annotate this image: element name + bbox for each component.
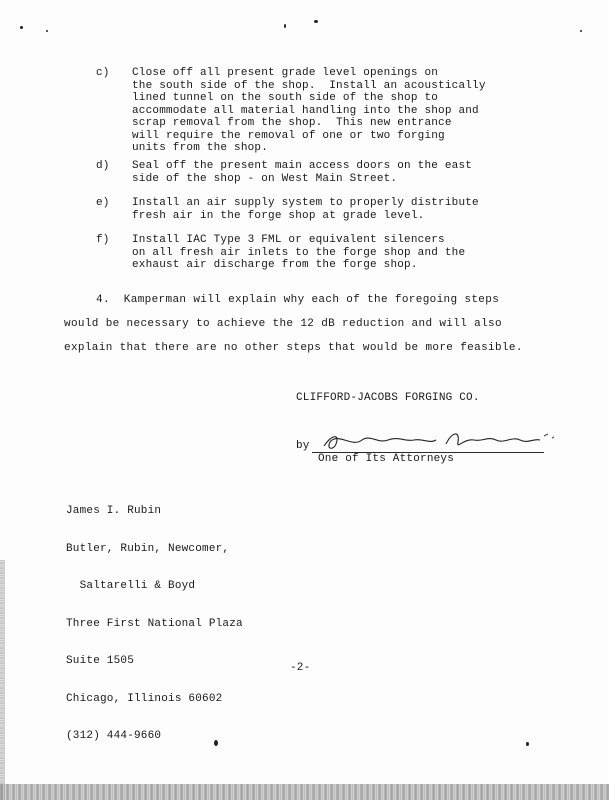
list-item-e <box>96 197 536 225</box>
page-number: -2- <box>290 662 311 674</box>
address-line: Three First National Plaza <box>66 617 243 630</box>
list-item-letter: d) <box>96 160 110 172</box>
scan-speck <box>20 26 23 29</box>
address-line: (312) 444-9660 <box>66 730 162 742</box>
address-line: Saltarelli & Boyd <box>66 580 196 592</box>
handwritten-signature <box>318 428 558 454</box>
scan-speck <box>314 20 318 23</box>
scan-speck <box>580 30 582 32</box>
signatory-title: One of Its Attorneys <box>318 453 455 465</box>
list-item-f <box>96 234 536 274</box>
list-item-text: Install an air supply system to properly distribute fresh air in the forge shop at grade level. <box>132 197 479 222</box>
paragraph-line: would be necessary to achieve the 12 dB reduction and will also <box>64 318 502 330</box>
paragraph-line: explain that there are no other steps that would be more feasible. <box>64 342 523 354</box>
list-item-text: Install IAC Type 3 FML or equivalent silencers on all fresh air inlets to the forge shop and the exhaust air discharge from the forge shop. <box>132 234 466 271</box>
list-item-letter: f) <box>96 234 110 246</box>
list-item-d <box>96 160 536 188</box>
paragraph-line: 4. Kamperman will explain why each of the foregoing steps <box>96 294 500 306</box>
list-item-text: Close off all present grade level openings on the south side of the shop. Install an acoustically lined tunnel on the south side of the shop to accommodate all material handling into the shop and scrap removal from the shop. This new entrance will require the removal of one or two forging units from the shop. <box>132 67 486 154</box>
scan-speck <box>284 24 286 28</box>
list-item-text: Seal off the present main access doors on the east side of the shop - on West Main Street. <box>132 160 473 185</box>
signatory-company: CLIFFORD-JACOBS FORGING CO. <box>296 392 480 404</box>
scan-edge-noise <box>0 784 609 800</box>
list-item-letter: c) <box>96 67 110 79</box>
scan-edge-noise <box>0 560 5 800</box>
list-item-c <box>96 67 536 157</box>
address-line: Chicago, Illinois 60602 <box>66 692 223 705</box>
signature-by-label: by <box>296 440 310 452</box>
scan-speck <box>526 742 529 746</box>
list-item-letter: e) <box>96 197 110 209</box>
address-line: Butler, Rubin, Newcomer, <box>66 542 230 555</box>
scan-speck <box>46 30 48 32</box>
address-line: Suite 1505 <box>66 655 135 667</box>
attorney-address-block <box>66 480 243 768</box>
address-line: James I. Rubin <box>66 505 162 517</box>
